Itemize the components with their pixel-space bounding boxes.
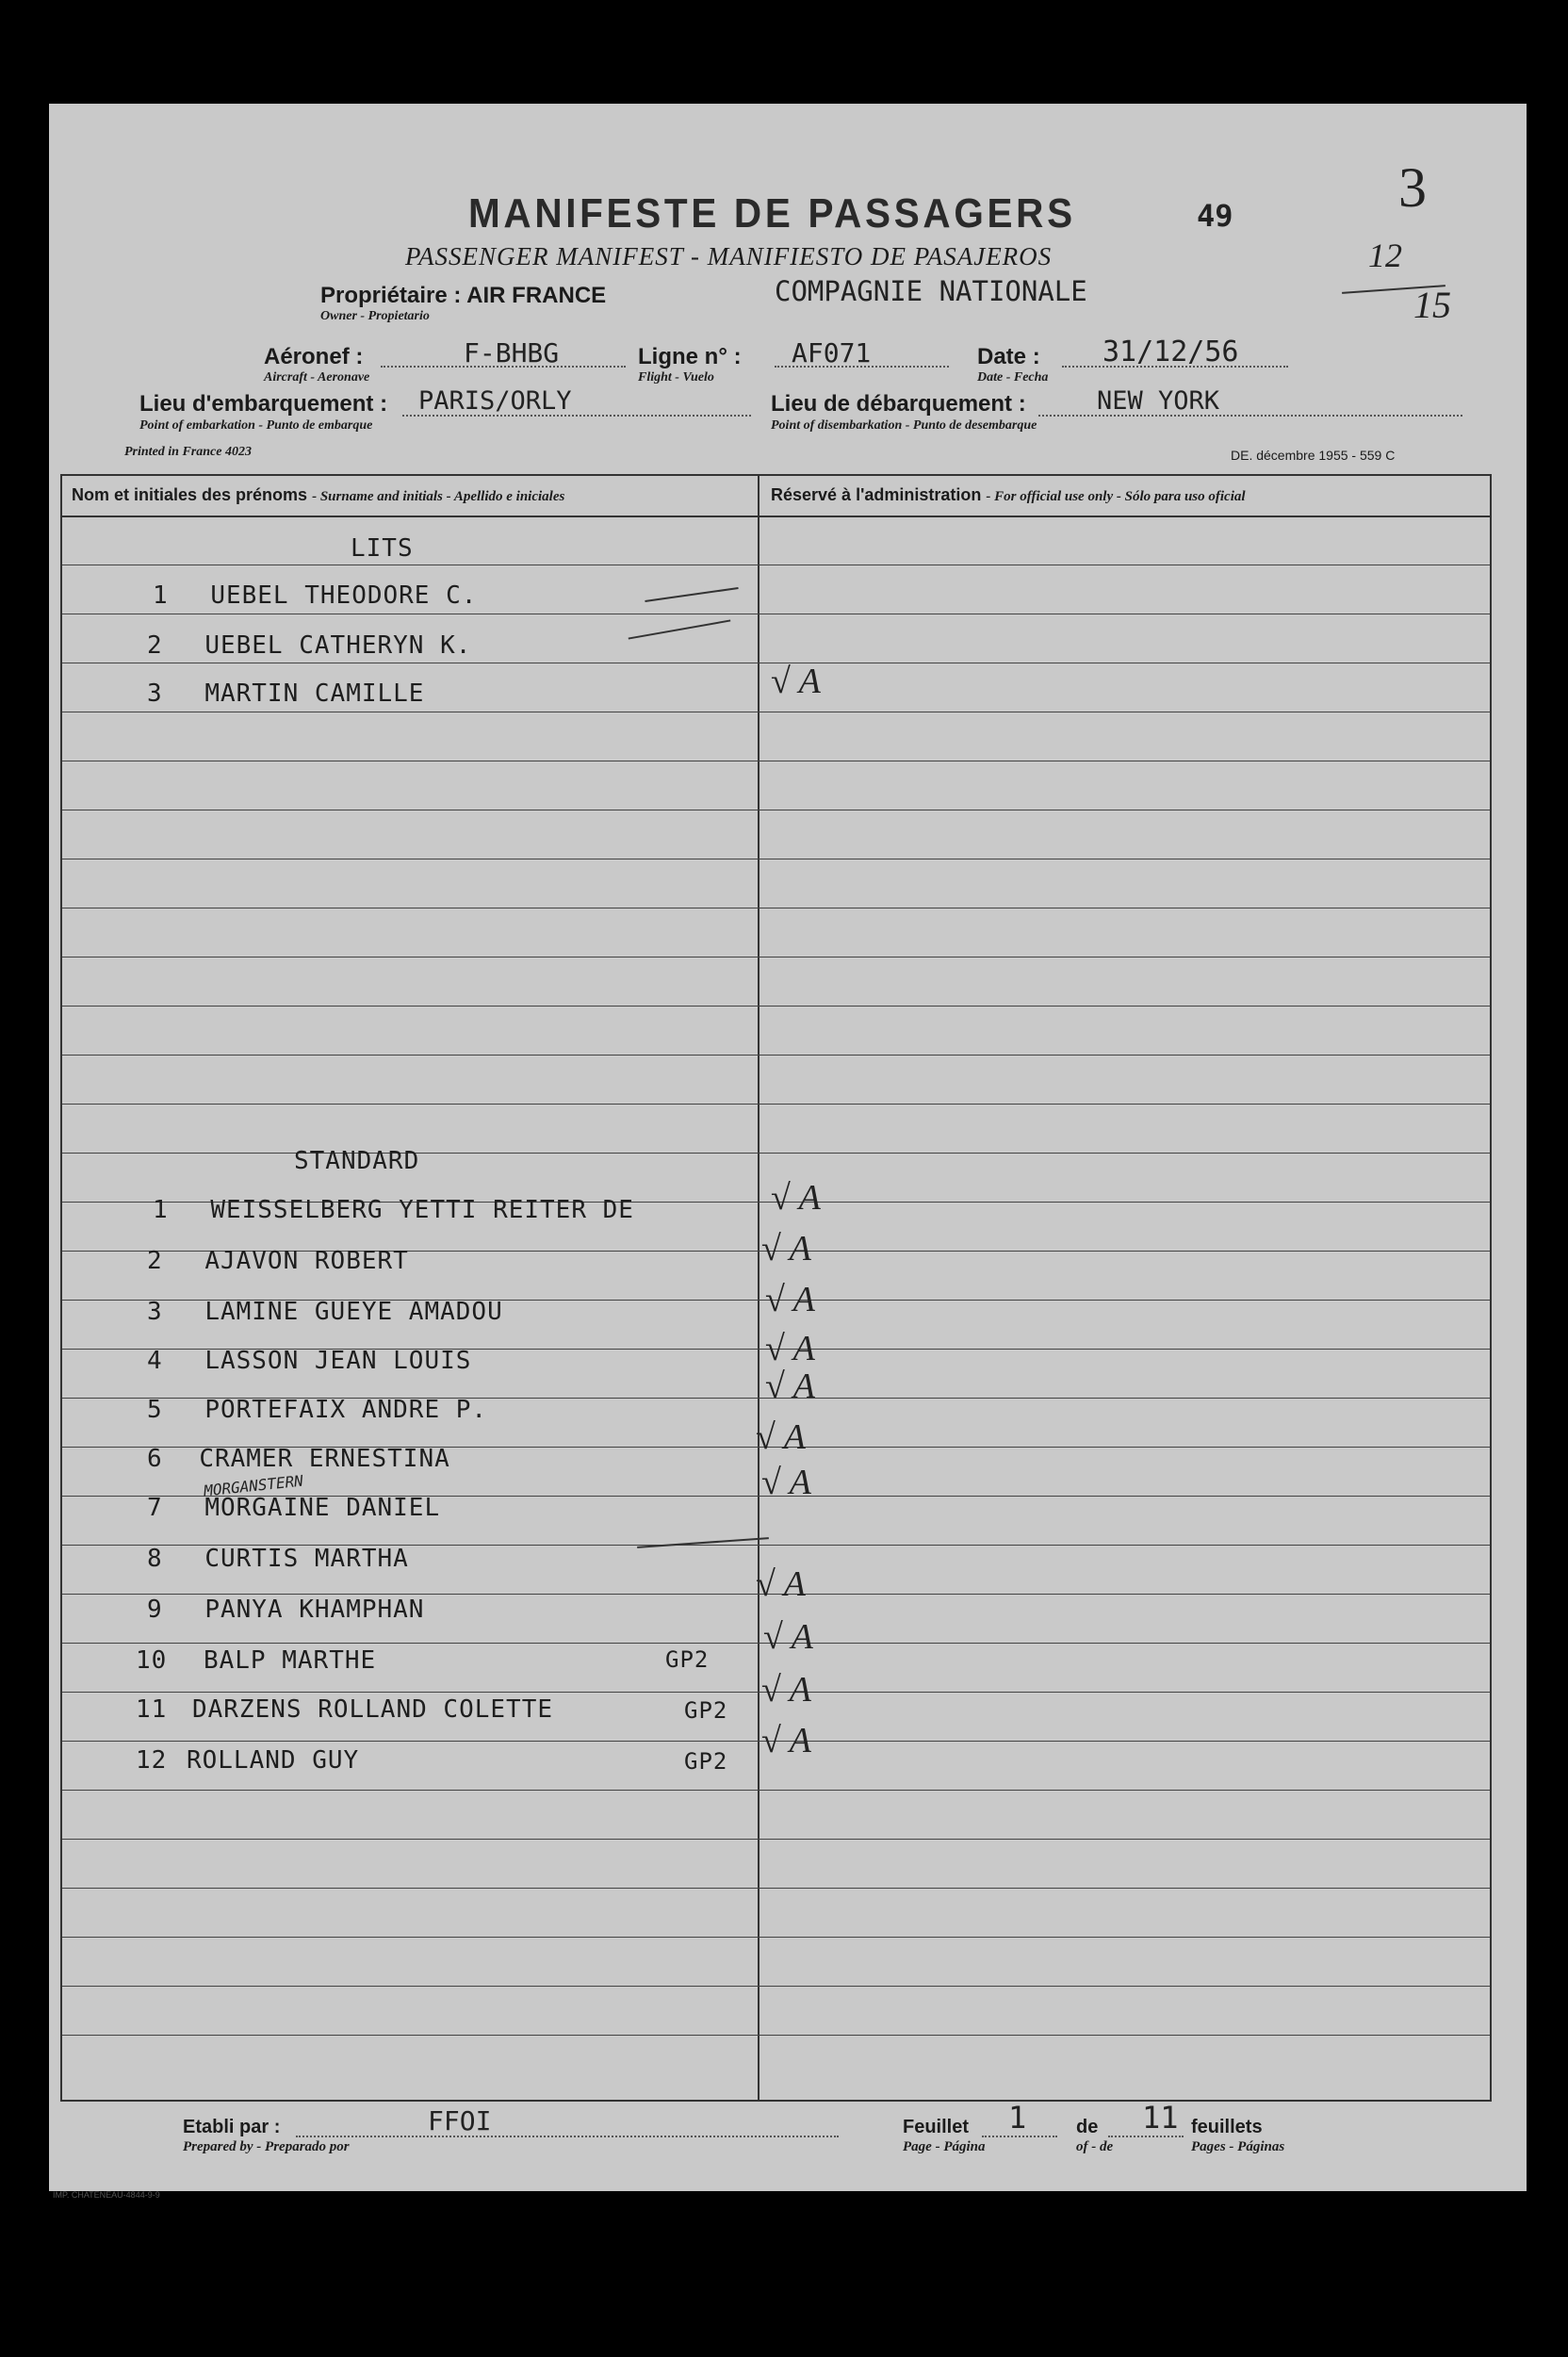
- embark-sublabel: Point of embarkation - Punto de embarque: [139, 418, 373, 433]
- col-right-header-label: Réservé à l'administration: [771, 485, 982, 504]
- row-number: 11: [136, 1695, 168, 1724]
- group-code: GP2: [665, 1646, 710, 1673]
- row-number: 12: [136, 1746, 168, 1775]
- date-sublabel: Date - Fecha: [977, 370, 1049, 385]
- passenger-name: LAMINE GUEYE AMADOU: [204, 1298, 503, 1326]
- admin-check-mark: √ A: [761, 1463, 811, 1502]
- table-row: [147, 1445, 450, 1473]
- disembark-label: Lieu de débarquement :: [771, 391, 1026, 417]
- passenger-name: ROLLAND GUY: [186, 1746, 360, 1775]
- group-code: GP2: [684, 1748, 728, 1775]
- embark-value: PARIS/ORLY: [418, 386, 572, 416]
- page-number: 49: [1197, 198, 1233, 234]
- form-code: DE. décembre 1955 - 559 C: [1231, 448, 1396, 463]
- col-right-header-sub: - For official use only - Sólo para uso oficial: [986, 489, 1246, 504]
- aircraft-value: F-BHBG: [464, 337, 560, 368]
- printer-note: IMP. CHATENEAU-4844-9-9: [53, 2190, 160, 2200]
- passenger-name: LASSON JEAN LOUIS: [204, 1347, 472, 1375]
- strike-mark: [645, 587, 738, 602]
- flight-sublabel: Flight - Vuelo: [638, 370, 714, 385]
- corner-note-top: 3: [1398, 156, 1427, 219]
- disembark-sublabel: Point of disembarkation - Punto de desembarque: [771, 418, 1037, 433]
- passenger-table: [60, 474, 1492, 2102]
- passenger-name: BALP MARTHE: [203, 1646, 377, 1675]
- sheet-value: 1: [1008, 2100, 1027, 2136]
- table-row: [147, 679, 424, 708]
- owner-sublabel: Owner - Propietario: [320, 309, 430, 323]
- passenger-name: WEISSELBERG YETTI REITER DE: [210, 1196, 634, 1224]
- corner-note-numerator: 12: [1368, 237, 1402, 274]
- row-number: 10: [136, 1646, 168, 1675]
- table-row: [147, 1247, 409, 1275]
- passenger-name: DARZENS ROLLAND COLETTE: [191, 1695, 553, 1724]
- row-number: 3: [147, 1298, 163, 1326]
- passenger-name: PORTEFAIX ANDRE P.: [204, 1396, 488, 1424]
- aircraft-sublabel: Aircraft - Aeronave: [264, 370, 370, 385]
- row-number: 8: [147, 1545, 163, 1573]
- passenger-name: UEBEL CATHERYN K.: [204, 631, 472, 660]
- document-subtitle: PASSENGER MANIFEST - MANIFIESTO DE PASAJEROS: [405, 242, 1053, 270]
- date-value: 31/12/56: [1102, 336, 1239, 368]
- of-sublabel: of - de: [1076, 2139, 1114, 2154]
- row-number: 3: [147, 679, 163, 708]
- sheet-sublabel: Page - Página: [903, 2139, 986, 2154]
- row-number: 1: [153, 581, 169, 610]
- row-number: 1: [153, 1196, 169, 1224]
- table-row: [136, 1746, 359, 1775]
- col-right-header: [771, 485, 1246, 505]
- prepared-label: Etabli par :: [183, 2117, 281, 2137]
- section-heading-standard: STANDARD: [294, 1147, 420, 1175]
- admin-check-mark: √ A: [765, 1280, 815, 1319]
- strike-mark: [637, 1537, 769, 1548]
- passenger-name: MARTIN CAMILLE: [204, 679, 425, 708]
- owner-label: Propriétaire : AIR FRANCE: [320, 283, 607, 308]
- col-left-header-sub: - Surname and initials - Apellido e iniciales: [312, 489, 565, 504]
- table-row: [153, 581, 477, 610]
- handwritten-annotation: MORGANSTERN: [203, 1471, 304, 1500]
- passenger-name: CURTIS MARTHA: [204, 1545, 409, 1573]
- passenger-name: UEBEL THEODORE C.: [210, 581, 478, 610]
- table-row: [147, 1396, 487, 1424]
- col-left-header-label: Nom et initiales des prénoms: [72, 485, 308, 504]
- row-number: 7: [147, 1494, 163, 1522]
- passenger-name: AJAVON ROBERT: [204, 1247, 409, 1275]
- row-number: 5: [147, 1396, 163, 1424]
- of-value: 11: [1142, 2100, 1179, 2136]
- admin-check-mark: √ A: [756, 1417, 806, 1457]
- manifest-sheet: [49, 104, 1527, 2200]
- owner-value: COMPAGNIE NATIONALE: [775, 275, 1087, 307]
- admin-check-mark: √ A: [761, 1229, 811, 1269]
- table-row: [147, 1347, 471, 1375]
- table-row: [147, 1596, 424, 1624]
- admin-check-mark: √ A: [771, 662, 821, 701]
- corner-note-denominator: 15: [1413, 284, 1451, 326]
- sheet-label: Feuillet: [903, 2117, 970, 2137]
- table-row: [147, 631, 471, 660]
- strike-mark: [629, 619, 731, 639]
- admin-check-mark: √ A: [756, 1564, 806, 1604]
- table-row: [136, 1695, 553, 1724]
- admin-check-mark: √ A: [761, 1721, 811, 1760]
- table-row: [147, 1545, 409, 1573]
- col-left-header: [72, 485, 564, 505]
- passenger-name: PANYA KHAMPHAN: [204, 1596, 425, 1624]
- admin-check-mark: √ A: [763, 1617, 813, 1657]
- flight-value: AF071: [792, 337, 872, 368]
- passenger-name: CRAMER ERNESTINA: [199, 1445, 450, 1473]
- sheets-sublabel: Pages - Páginas: [1191, 2139, 1285, 2154]
- group-code: GP2: [684, 1697, 728, 1724]
- admin-check-mark: √ A: [761, 1670, 811, 1710]
- table-row: [153, 1196, 634, 1224]
- table-row: [147, 1298, 503, 1326]
- flight-label: Ligne n° :: [638, 344, 742, 369]
- row-number: 2: [147, 631, 163, 660]
- admin-check-mark: √ A: [765, 1329, 815, 1368]
- prepared-value: FFOI: [428, 2105, 492, 2136]
- document-title: MANIFESTE DE PASSAGERS: [468, 190, 1076, 237]
- disembark-value: NEW YORK: [1097, 386, 1220, 416]
- admin-check-mark: √ A: [765, 1367, 815, 1406]
- table-row: [136, 1646, 376, 1675]
- row-number: 4: [147, 1347, 163, 1375]
- of-label: de: [1076, 2117, 1099, 2137]
- prepared-sublabel: Prepared by - Preparado por: [183, 2139, 350, 2154]
- embark-label: Lieu d'embarquement :: [139, 391, 388, 417]
- sheets-label: feuillets: [1191, 2117, 1263, 2137]
- section-heading-lits: LITS: [351, 534, 414, 563]
- date-label: Date :: [977, 344, 1040, 369]
- row-number: 6: [147, 1445, 163, 1473]
- row-number: 9: [147, 1596, 163, 1624]
- printed-note: Printed in France 4023: [124, 445, 252, 459]
- row-number: 2: [147, 1247, 163, 1275]
- admin-check-mark: √ A: [771, 1178, 821, 1218]
- table-row: [147, 1494, 440, 1522]
- passenger-name: MORGAINE DANIEL: [204, 1494, 441, 1522]
- aircraft-label: Aéronef :: [264, 344, 364, 369]
